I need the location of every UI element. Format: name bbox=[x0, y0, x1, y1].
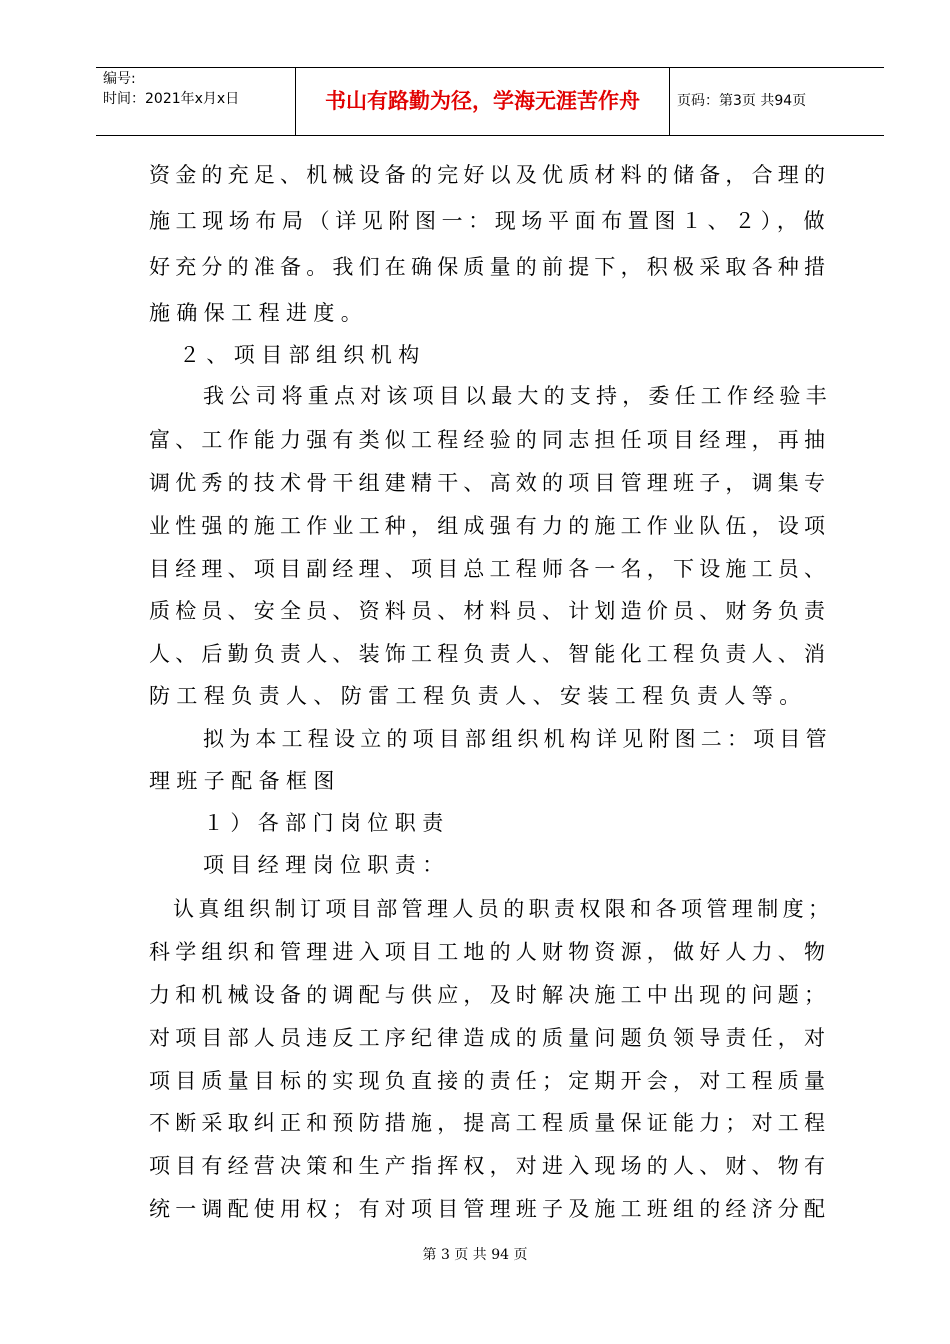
text-line: 拟为本工程设立的项目部组织机构详见附图二：项目管 bbox=[203, 727, 832, 751]
header-page-info: 页码：第3页 共94页 bbox=[677, 93, 807, 109]
text-line: 调优秀的技术骨干组建精干、高效的项目管理班子，调集专 bbox=[149, 471, 831, 495]
text-line: 好充分的准备。我们在确保质量的前提下，积极采取各种措 bbox=[149, 255, 831, 279]
text-line: 项目质量目标的实现负直接的责任；定期开会，对工程质量 bbox=[149, 1069, 831, 1093]
text-line: 防工程负责人、防雷工程负责人、安装工程负责人等。 bbox=[149, 684, 807, 708]
text-line: 目经理、项目副经理、项目总工程师各一名，下设施工员、 bbox=[149, 557, 831, 581]
text-line: 质检员、安全员、资料员、材料员、计划造价员、财务负责 bbox=[149, 599, 831, 623]
header-motto: 书山有路勤为径，学海无涯苦作舟 bbox=[296, 68, 670, 135]
text-line: 资金的充足、机械设备的完好以及优质材料的储备，合理的 bbox=[149, 163, 831, 187]
text-line: 富、工作能力强有类似工程经验的同志担任项目经理，再抽 bbox=[149, 428, 831, 452]
number-label: 编号: bbox=[103, 71, 136, 87]
time-label: 时间：2021年x月x日 bbox=[103, 91, 240, 107]
text-line: 施工现场布局（详见附图一：现场平面布置图１、２），做 bbox=[149, 209, 831, 233]
text-line: 科学组织和管理进入项目工地的人财物资源，做好人力、物 bbox=[149, 940, 831, 964]
page-footer: 第 3 页 共 94 页 bbox=[422, 1247, 528, 1263]
text-line: 力和机械设备的调配与供应，及时解决施工中出现的问题； bbox=[149, 983, 831, 1007]
section-heading: ２、项目部组织机构 bbox=[179, 343, 426, 367]
text-line: 理班子配备框图 bbox=[149, 769, 341, 793]
text-line: 人、后勤负责人、装饰工程负责人、智能化工程负责人、消 bbox=[149, 642, 831, 666]
text-line: 对项目部人员违反工序纪律造成的质量问题负领导责任，对 bbox=[149, 1026, 831, 1050]
text-line: 不断采取纠正和预防措施，提高工程质量保证能力；对工程 bbox=[149, 1111, 831, 1135]
section-heading: 项目经理岗位职责： bbox=[203, 853, 450, 877]
text-line: 统一调配使用权；有对项目管理班子及施工班组的经济分配 bbox=[149, 1197, 831, 1221]
page-header bbox=[96, 67, 884, 136]
text-line: 施确保工程进度。 bbox=[149, 301, 369, 325]
text-line: 项目有经营决策和生产指挥权，对进入现场的人、财、物有 bbox=[149, 1154, 831, 1178]
text-line: 我公司将重点对该项目以最大的支持，委任工作经验丰 bbox=[203, 384, 832, 408]
section-heading: １）各部门岗位职责 bbox=[203, 811, 450, 835]
text-line: 业性强的施工作业工种，组成强有力的施工作业队伍，设项 bbox=[149, 514, 831, 538]
text-line: 认真组织制订项目部管理人员的职责权限和各项管理制度； bbox=[173, 897, 834, 921]
header-meta bbox=[96, 68, 296, 135]
